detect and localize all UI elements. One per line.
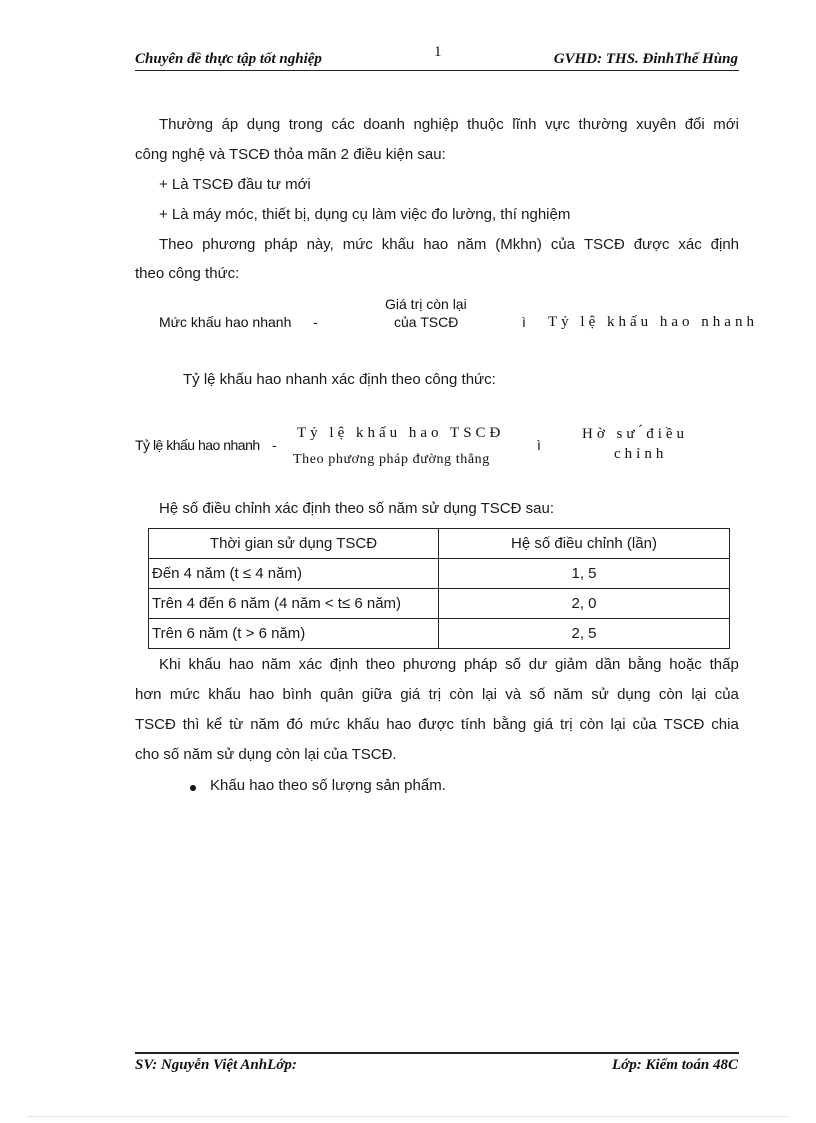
word: theo <box>365 656 396 673</box>
word: thường <box>578 116 628 133</box>
word: giá <box>400 686 421 703</box>
word: bằng <box>628 656 662 673</box>
word: định <box>710 236 739 253</box>
word: xác <box>298 656 322 673</box>
word: này, <box>306 236 334 253</box>
word: khấu <box>188 656 222 673</box>
word: thấp <box>709 656 739 673</box>
word: của <box>632 716 657 733</box>
word: bằng <box>492 716 527 733</box>
word: trong <box>288 116 323 133</box>
formula2-rhs-line2: chỉnh <box>614 446 668 462</box>
table-header-row <box>149 529 730 559</box>
word: vực <box>544 116 571 133</box>
word: mức <box>169 686 200 703</box>
formula2-eq: - <box>272 437 277 453</box>
word: năm <box>457 236 487 253</box>
table-header-cell: Hệ số điều chỉnh (lần) <box>439 529 730 559</box>
word: dụng <box>246 116 281 133</box>
word: tính <box>460 716 486 733</box>
table-cell-duration: Trên 6 năm (t > 6 năm) <box>149 619 439 649</box>
word: TSCĐ <box>663 716 705 733</box>
word: sử <box>591 686 609 703</box>
para1-line1 <box>159 116 739 133</box>
formula2-rhs-line1: Hờ sư ́điều <box>582 426 689 442</box>
table-cell-coefficient: 2, 0 <box>439 589 730 619</box>
table-cell-coefficient: 1, 5 <box>439 559 730 589</box>
page-bottom-divider <box>28 1116 788 1117</box>
word: (Mkhn) <box>495 236 542 253</box>
word: dụng <box>617 686 651 703</box>
table-row <box>149 619 730 649</box>
word: còn <box>658 686 683 703</box>
word: còn <box>449 686 474 703</box>
formula1-num-line1: Giá trị còn lại <box>385 296 467 312</box>
word: doanh <box>363 116 405 133</box>
word: giảm <box>554 656 588 673</box>
table-header-cell: Thời gian sử dụng TSCĐ <box>149 529 439 559</box>
word: năm <box>553 686 583 703</box>
footer-right: Lớp: Kiểm toán 48C <box>612 1057 738 1073</box>
word: Khi <box>159 656 181 673</box>
word: hao <box>228 656 254 673</box>
word: số <box>505 656 521 673</box>
word: hao <box>249 686 275 703</box>
word: lại <box>481 686 497 703</box>
word: Thường <box>159 116 214 133</box>
para2-line1 <box>159 236 739 253</box>
word: khấu <box>381 236 415 253</box>
para5-line1 <box>159 656 739 673</box>
word: của <box>550 236 576 253</box>
page-number: 1 <box>434 44 442 60</box>
word: đổi <box>684 116 705 133</box>
word: chia <box>711 716 739 733</box>
para4: Hệ số điều chỉnh xác định theo số năm sử dụng TSCĐ sau: <box>159 500 554 517</box>
word: pháp <box>463 656 498 673</box>
word: số <box>529 686 546 703</box>
bullet-dot <box>190 785 196 791</box>
word: còn <box>579 716 604 733</box>
word: mức <box>309 716 340 733</box>
table-cell-coefficient: 2, 5 <box>439 619 730 649</box>
formula1-lhs: Mức khấu hao nhanh <box>159 314 292 330</box>
bullet-text: Khấu hao theo số lượng sản phẩm. <box>210 777 446 794</box>
word: và <box>505 686 522 703</box>
table-cell-duration: Đến 4 năm (t ≤ 4 năm) <box>149 559 439 589</box>
word: lại <box>610 716 626 733</box>
formula1-rhs: Tỷ lệ khấu hao nhanh <box>548 314 758 330</box>
word: Theo <box>159 236 194 253</box>
word: hao <box>423 236 449 253</box>
header-rule <box>135 70 739 71</box>
header-left: Chuyên đề thực tập tốt nghiệp <box>135 51 322 67</box>
word: khấu <box>346 716 380 733</box>
word: trị <box>560 716 573 733</box>
word: khấu <box>208 686 241 703</box>
formula2-op: ì <box>537 437 541 453</box>
word: dư <box>528 656 548 673</box>
condition-1: + Là TSCĐ đầu tư mới <box>159 176 311 193</box>
word: từ <box>229 716 244 733</box>
word: hoặc <box>669 656 702 673</box>
word: định <box>329 656 359 673</box>
word: đó <box>286 716 303 733</box>
para2-line2: theo công thức: <box>135 265 240 282</box>
word: TSCĐ <box>135 716 176 733</box>
word: kể <box>206 716 223 733</box>
word: dần <box>595 656 621 673</box>
word: pháp <box>264 236 298 253</box>
adjustment-coefficient-table <box>148 528 730 649</box>
word: phương <box>402 656 457 673</box>
word: TSCĐ <box>583 236 625 253</box>
formula2-num: Tỷ lệ khấu hao TSCĐ <box>297 425 505 441</box>
table-row <box>149 559 730 589</box>
word: được <box>633 236 670 253</box>
word: áp <box>221 116 239 133</box>
para5-line4: cho số năm sử dụng còn lại của TSCĐ. <box>135 746 397 763</box>
para3: Tỷ lệ khấu hao nhanh xác định theo công thức: <box>183 371 496 388</box>
word: của <box>714 686 739 703</box>
word: phương <box>202 236 256 253</box>
para5-line3 <box>135 716 739 733</box>
word: mức <box>342 236 373 253</box>
word: năm <box>261 656 291 673</box>
table-row <box>149 589 730 619</box>
word: nghiệp <box>413 116 459 133</box>
para5-line2 <box>135 686 739 703</box>
word: thì <box>182 716 200 733</box>
word: trị <box>428 686 442 703</box>
formula1-eq: - <box>313 314 318 330</box>
word: thuộc <box>467 116 504 133</box>
footer-left: SV: Nguyễn Việt AnhLớp: <box>135 1057 297 1073</box>
word: hơn <box>135 686 162 703</box>
word: xuyên <box>636 116 677 133</box>
formula2-lhs: Tỷ lệ khấu hao nhanh <box>135 437 260 453</box>
formula2-den: Theo phương pháp đường thẳng <box>293 452 490 467</box>
formula1-num-line2: của TSCĐ <box>394 314 459 330</box>
word: giá <box>533 716 554 733</box>
word: được <box>418 716 454 733</box>
word: bình <box>282 686 312 703</box>
para1-line2: công nghệ và TSCĐ thỏa mãn 2 điều kiện sau: <box>135 146 446 163</box>
word: giữa <box>361 686 392 703</box>
formula1-op: ì <box>522 314 526 330</box>
word: mới <box>713 116 739 133</box>
footer-rule <box>135 1052 739 1054</box>
word: lĩnh <box>512 116 537 133</box>
word: xác <box>678 236 702 253</box>
word: hao <box>386 716 412 733</box>
table-cell-duration: Trên 4 đến 6 năm (4 năm < t≤ 6 năm) <box>149 589 439 619</box>
condition-2: + Là máy móc, thiết bị, dụng cụ làm việc đo lường, thí nghiệm <box>159 206 571 223</box>
word: năm <box>250 716 280 733</box>
word: lại <box>691 686 707 703</box>
word: quân <box>320 686 354 703</box>
word: các <box>331 116 355 133</box>
header-right: GVHD: THS. ĐinhThế Hùng <box>553 51 738 67</box>
